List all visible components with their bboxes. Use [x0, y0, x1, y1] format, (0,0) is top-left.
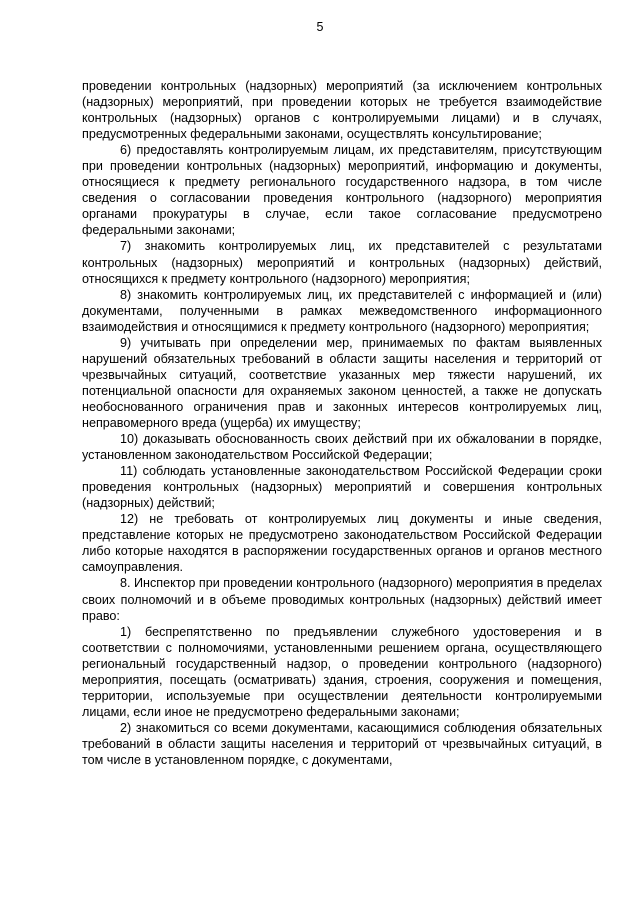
paragraph-item-10: 10) доказывать обоснованность своих действий при их обжаловании в порядке, установленном законодательством Российской Федерации;: [82, 432, 602, 463]
page-number: 5: [316, 20, 324, 34]
document-body: [82, 78, 602, 768]
paragraph-item-12: 12) не требовать от контролируемых лиц документы и иные сведения, представление которых не предусмотрено законодательством Российской Федерации либо которые находятся в распоряжении государственных органов и органов местного самоуправления.: [82, 512, 602, 575]
paragraph-right-2: 2) знакомиться со всеми документами, касающимися соблюдения обязательных требований в области защиты населения и территорий от чрезвычайных ситуаций, в том числе в установленном порядке, с документами,: [82, 720, 602, 767]
paragraph-item-11: 11) соблюдать установленные законодательством Российской Федерации сроки проведения контрольных (надзорных) мероприятий и совершения контрольных (надзорных) действий;: [82, 464, 602, 511]
paragraph-item-8: 8) знакомить контролируемых лиц, их представителей с информацией и (или) документами, полученными в рамках межведомственного информационного взаимодействия и относящимися к предмету контрольного (надзорного) мероприятия;: [82, 287, 602, 334]
paragraph-item-6: 6) предоставлять контролируемым лицам, их представителям, присутствующим при проведении контрольных (надзорных) мероприятий, информацию и документы, относящиеся к предмету регионального государственного надзора, в том числе сведения о согласовании проведения контрольного (надзорного) мероприятия органами прокуратуры в случае, если такое согласование предусмотрено федеральными законами;: [82, 143, 602, 238]
paragraph-continuation: проведении контрольных (надзорных) мероприятий (за исключением контрольных (надзорных) мероприятий, при проведении которых не требуется взаимодействие контрольных (надзорных) органов с контролируемыми лицами) и в случаях, предусмотренных федеральными законами, осуществлять консультирование;: [82, 79, 602, 142]
section-8-heading: 8. Инспектор при проведении контрольного (надзорного) мероприятия в пределах своих полномочий и в объеме проводимых контрольных (надзорных) действий имеет право:: [82, 576, 602, 623]
paragraph-right-1: 1) беспрепятственно по предъявлении служебного удостоверения и в соответствии с полномочиями, установленными решением органа, осуществляющего региональный государственный надзор, о проведении контрольного (надзорного) мероприятия, посещать (осматривать) здания, строения, сооружения и помещения, территории, используемые при осуществлении деятельности контролируемыми лицами, если иное не предусмотрено федеральными законами;: [82, 624, 602, 719]
paragraph-item-7: 7) знакомить контролируемых лиц, их представителей с результатами контрольных (надзорных) мероприятий и контрольных (надзорных) действий, относящихся к предмету контрольного (надзорного) мероприятия;: [82, 239, 602, 286]
paragraph-item-9: 9) учитывать при определении мер, принимаемых по фактам выявленных нарушений обязательных требований в области защиты населения и территорий от чрезвычайных ситуаций, соответствие указанных мер тяжести нарушений, их потенциальной опасности для охраняемых законом ценностей, а также не допускать необоснованного ограничения прав и законных интересов контролируемых лиц, неправомерного вреда (ущерба) их имуществу;: [82, 335, 602, 430]
